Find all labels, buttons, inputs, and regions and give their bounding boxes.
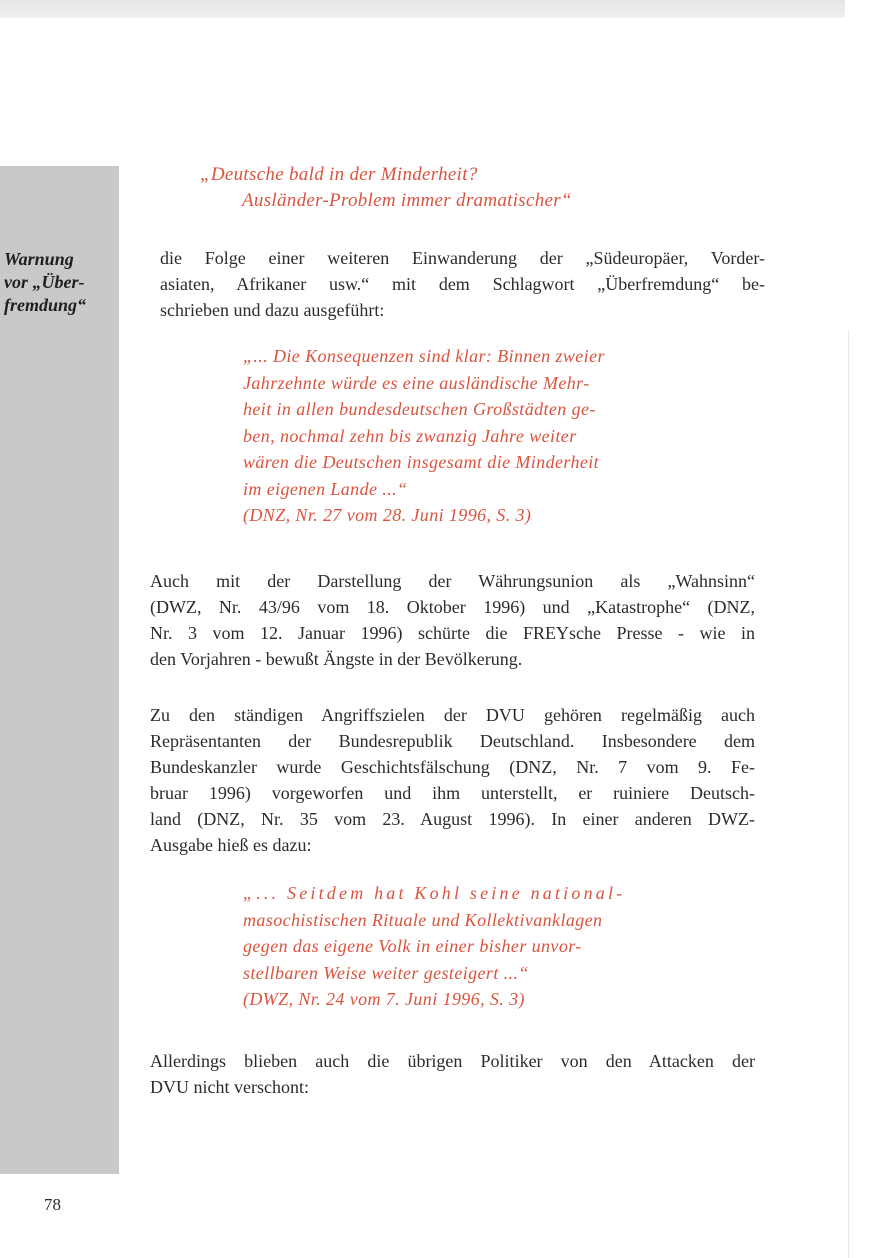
quote-line: heit in allen bundesdeutschen Großstädten ge- xyxy=(243,399,596,419)
text-line: Bundeskanzler wurde Geschichtsfälschung (DNZ, Nr. 7 vom 9. Fe- xyxy=(150,757,755,777)
text-line: Zu den ständigen Angriffszielen der DVU gehören regelmäßig auch xyxy=(150,705,755,725)
text-line: asiaten, Afrikaner usw.“ mit dem Schlagwort „Überfremdung“ be- xyxy=(160,274,765,294)
margin-note-line: fremdung“ xyxy=(4,295,87,315)
headline-line: Ausländer-Problem immer dramatischer“ xyxy=(242,190,572,211)
margin-sidebar xyxy=(0,166,119,1174)
block-quote-2 xyxy=(243,880,625,1013)
quoted-headline xyxy=(200,162,760,214)
margin-note-line: Warnung xyxy=(4,249,74,269)
text-line: Repräsentanten der Bundesrepublik Deutschland. Insbesondere dem xyxy=(150,731,755,751)
text-line: Ausgabe hieß es dazu: xyxy=(150,835,312,855)
paragraph-1 xyxy=(160,245,765,323)
text-line: DVU nicht verschont: xyxy=(150,1077,309,1097)
quote-line: wären die Deutschen insgesamt die Minderheit xyxy=(243,452,600,472)
text-line: Allerdings blieben auch die übrigen Politiker von den Attacken der xyxy=(150,1051,755,1071)
quote-line: „... Seitdem hat Kohl seine national- xyxy=(243,883,626,903)
paragraph-3 xyxy=(150,702,755,858)
page-fold-line xyxy=(848,330,849,1258)
page-number: 78 xyxy=(44,1195,61,1214)
text-line: den Vorjahren - bewußt Ängste in der Bevölkerung. xyxy=(150,649,523,669)
quote-line: „... Die Konsequenzen sind klar: Binnen zweier xyxy=(243,346,605,366)
paragraph-4 xyxy=(150,1048,755,1100)
margin-note-line: vor „Über- xyxy=(4,272,85,292)
text-line: die Folge einer weiteren Einwanderung der „Südeuropäer, Vorder- xyxy=(160,248,765,268)
text-line: Auch mit der Darstellung der Währungsunion als „Wahnsinn“ xyxy=(150,571,755,591)
quote-line: Jahrzehnte würde es eine ausländische Mehr- xyxy=(243,372,590,393)
text-line: bruar 1996) vorgeworfen und ihm unterstellt, er ruiniere Deutsch- xyxy=(150,783,755,803)
margin-note xyxy=(4,248,116,317)
text-line: (DWZ, Nr. 43/96 vom 18. Oktober 1996) und „Katastrophe“ (DNZ, xyxy=(150,597,755,617)
text-line: Nr. 3 vom 12. Januar 1996) schürte die FREYsche Presse - wie in xyxy=(150,623,755,643)
block-quote-1 xyxy=(243,343,605,529)
scan-top-edge xyxy=(0,0,845,18)
quote-line: masochistischen Rituale und Kollektivanklagen xyxy=(243,909,603,930)
text-line: schrieben und dazu ausgeführt: xyxy=(160,300,385,320)
quote-line: im eigenen Lande ...“ xyxy=(243,478,408,499)
quote-line: ben, nochmal zehn bis zwanzig Jahre weiter xyxy=(243,425,577,446)
quote-citation: (DNZ, Nr. 27 vom 28. Juni 1996, S. 3) xyxy=(243,505,532,525)
text-line: land (DNZ, Nr. 35 vom 23. August 1996). In einer anderen DWZ- xyxy=(150,809,755,829)
quote-line: stellbaren Weise weiter gesteigert ...“ xyxy=(243,962,529,983)
headline-line: „Deutsche bald in der Minderheit? xyxy=(200,164,478,185)
quote-line: gegen das eigene Volk in einer bisher unvor- xyxy=(243,936,582,956)
quote-citation: (DWZ, Nr. 24 vom 7. Juni 1996, S. 3) xyxy=(243,989,525,1009)
paragraph-2 xyxy=(150,568,755,672)
